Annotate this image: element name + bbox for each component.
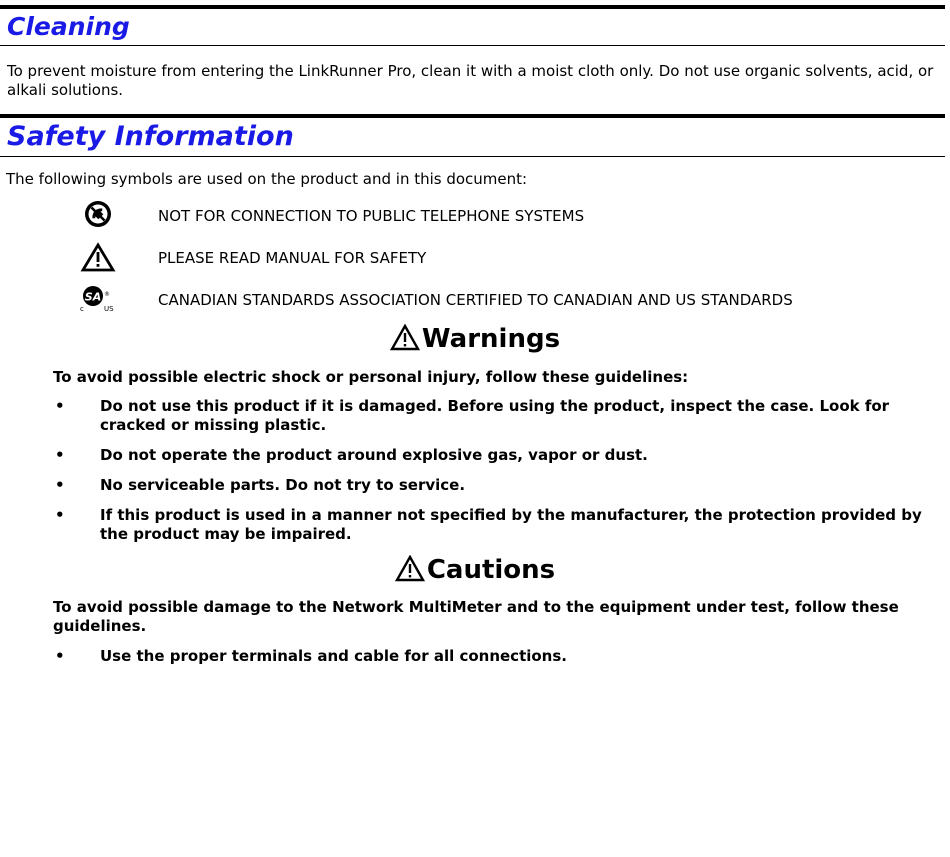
safety-section-header (0, 114, 945, 157)
csa-c-mark: c (80, 305, 84, 313)
list-item-text: If this product is used in a manner not specified by the manufacturer, the protection provided by the product may be impaired. (100, 506, 922, 543)
csa-certification-icon (78, 283, 118, 317)
warning-triangle-icon (78, 241, 118, 275)
list-item-text: Do not operate the product around explosive gas, vapor or dust. (100, 446, 648, 464)
cautions-heading-text: Cautions (426, 555, 556, 585)
cautions-intro: To avoid possible damage to the Network MultiMeter and to the equipment under test, follow these guidelines. (53, 598, 899, 635)
bullet-marker: • (55, 476, 65, 494)
warnings-intro: To avoid possible electric shock or personal injury, follow these guidelines: (53, 368, 689, 386)
cleaning-paragraph: To prevent moisture from entering the LinkRunner Pro, clean it with a moist cloth only. Do not use organic solvents, acid, or alkali solutions. (7, 62, 934, 99)
symbol-row (0, 199, 945, 233)
safety-intro: The following symbols are used on the product and in this document: (6, 170, 528, 188)
bullet-marker: • (55, 397, 65, 415)
symbol-description: NOT FOR CONNECTION TO PUBLIC TELEPHONE SYSTEMS (158, 207, 585, 225)
symbol-description: PLEASE READ MANUAL FOR SAFETY (158, 249, 427, 267)
warnings-heading (0, 322, 950, 356)
cleaning-heading: Cleaning (7, 12, 130, 41)
cleaning-section-header (0, 5, 945, 46)
bullet-marker: • (55, 506, 65, 524)
heading-underline (0, 156, 945, 157)
cautions-heading (0, 553, 950, 587)
symbol-description: CANADIAN STANDARDS ASSOCIATION CERTIFIED TO CANADIAN AND US STANDARDS (158, 291, 793, 309)
symbol-row (0, 283, 945, 317)
heading-underline (0, 45, 945, 46)
bullet-marker: • (55, 647, 65, 665)
bullet-marker: • (55, 446, 65, 464)
csa-letters: SA (84, 290, 102, 304)
warning-triangle-icon (395, 555, 425, 583)
list-item-text: Do not use this product if it is damaged. Before using the product, inspect the case. Look for cracked or missing plastic. (100, 397, 890, 434)
csa-registered-mark: ® (104, 291, 110, 298)
list-item-text: Use the proper terminals and cable for all connections. (100, 647, 567, 665)
warning-triangle-icon (390, 324, 420, 352)
symbol-row (0, 241, 945, 275)
no-telephone-icon (78, 199, 118, 233)
warnings-heading-text: Warnings (421, 324, 561, 354)
list-item-text: No serviceable parts. Do not try to service. (100, 476, 466, 494)
safety-heading: Safety Information (7, 121, 294, 152)
csa-us-mark: US (104, 305, 114, 313)
